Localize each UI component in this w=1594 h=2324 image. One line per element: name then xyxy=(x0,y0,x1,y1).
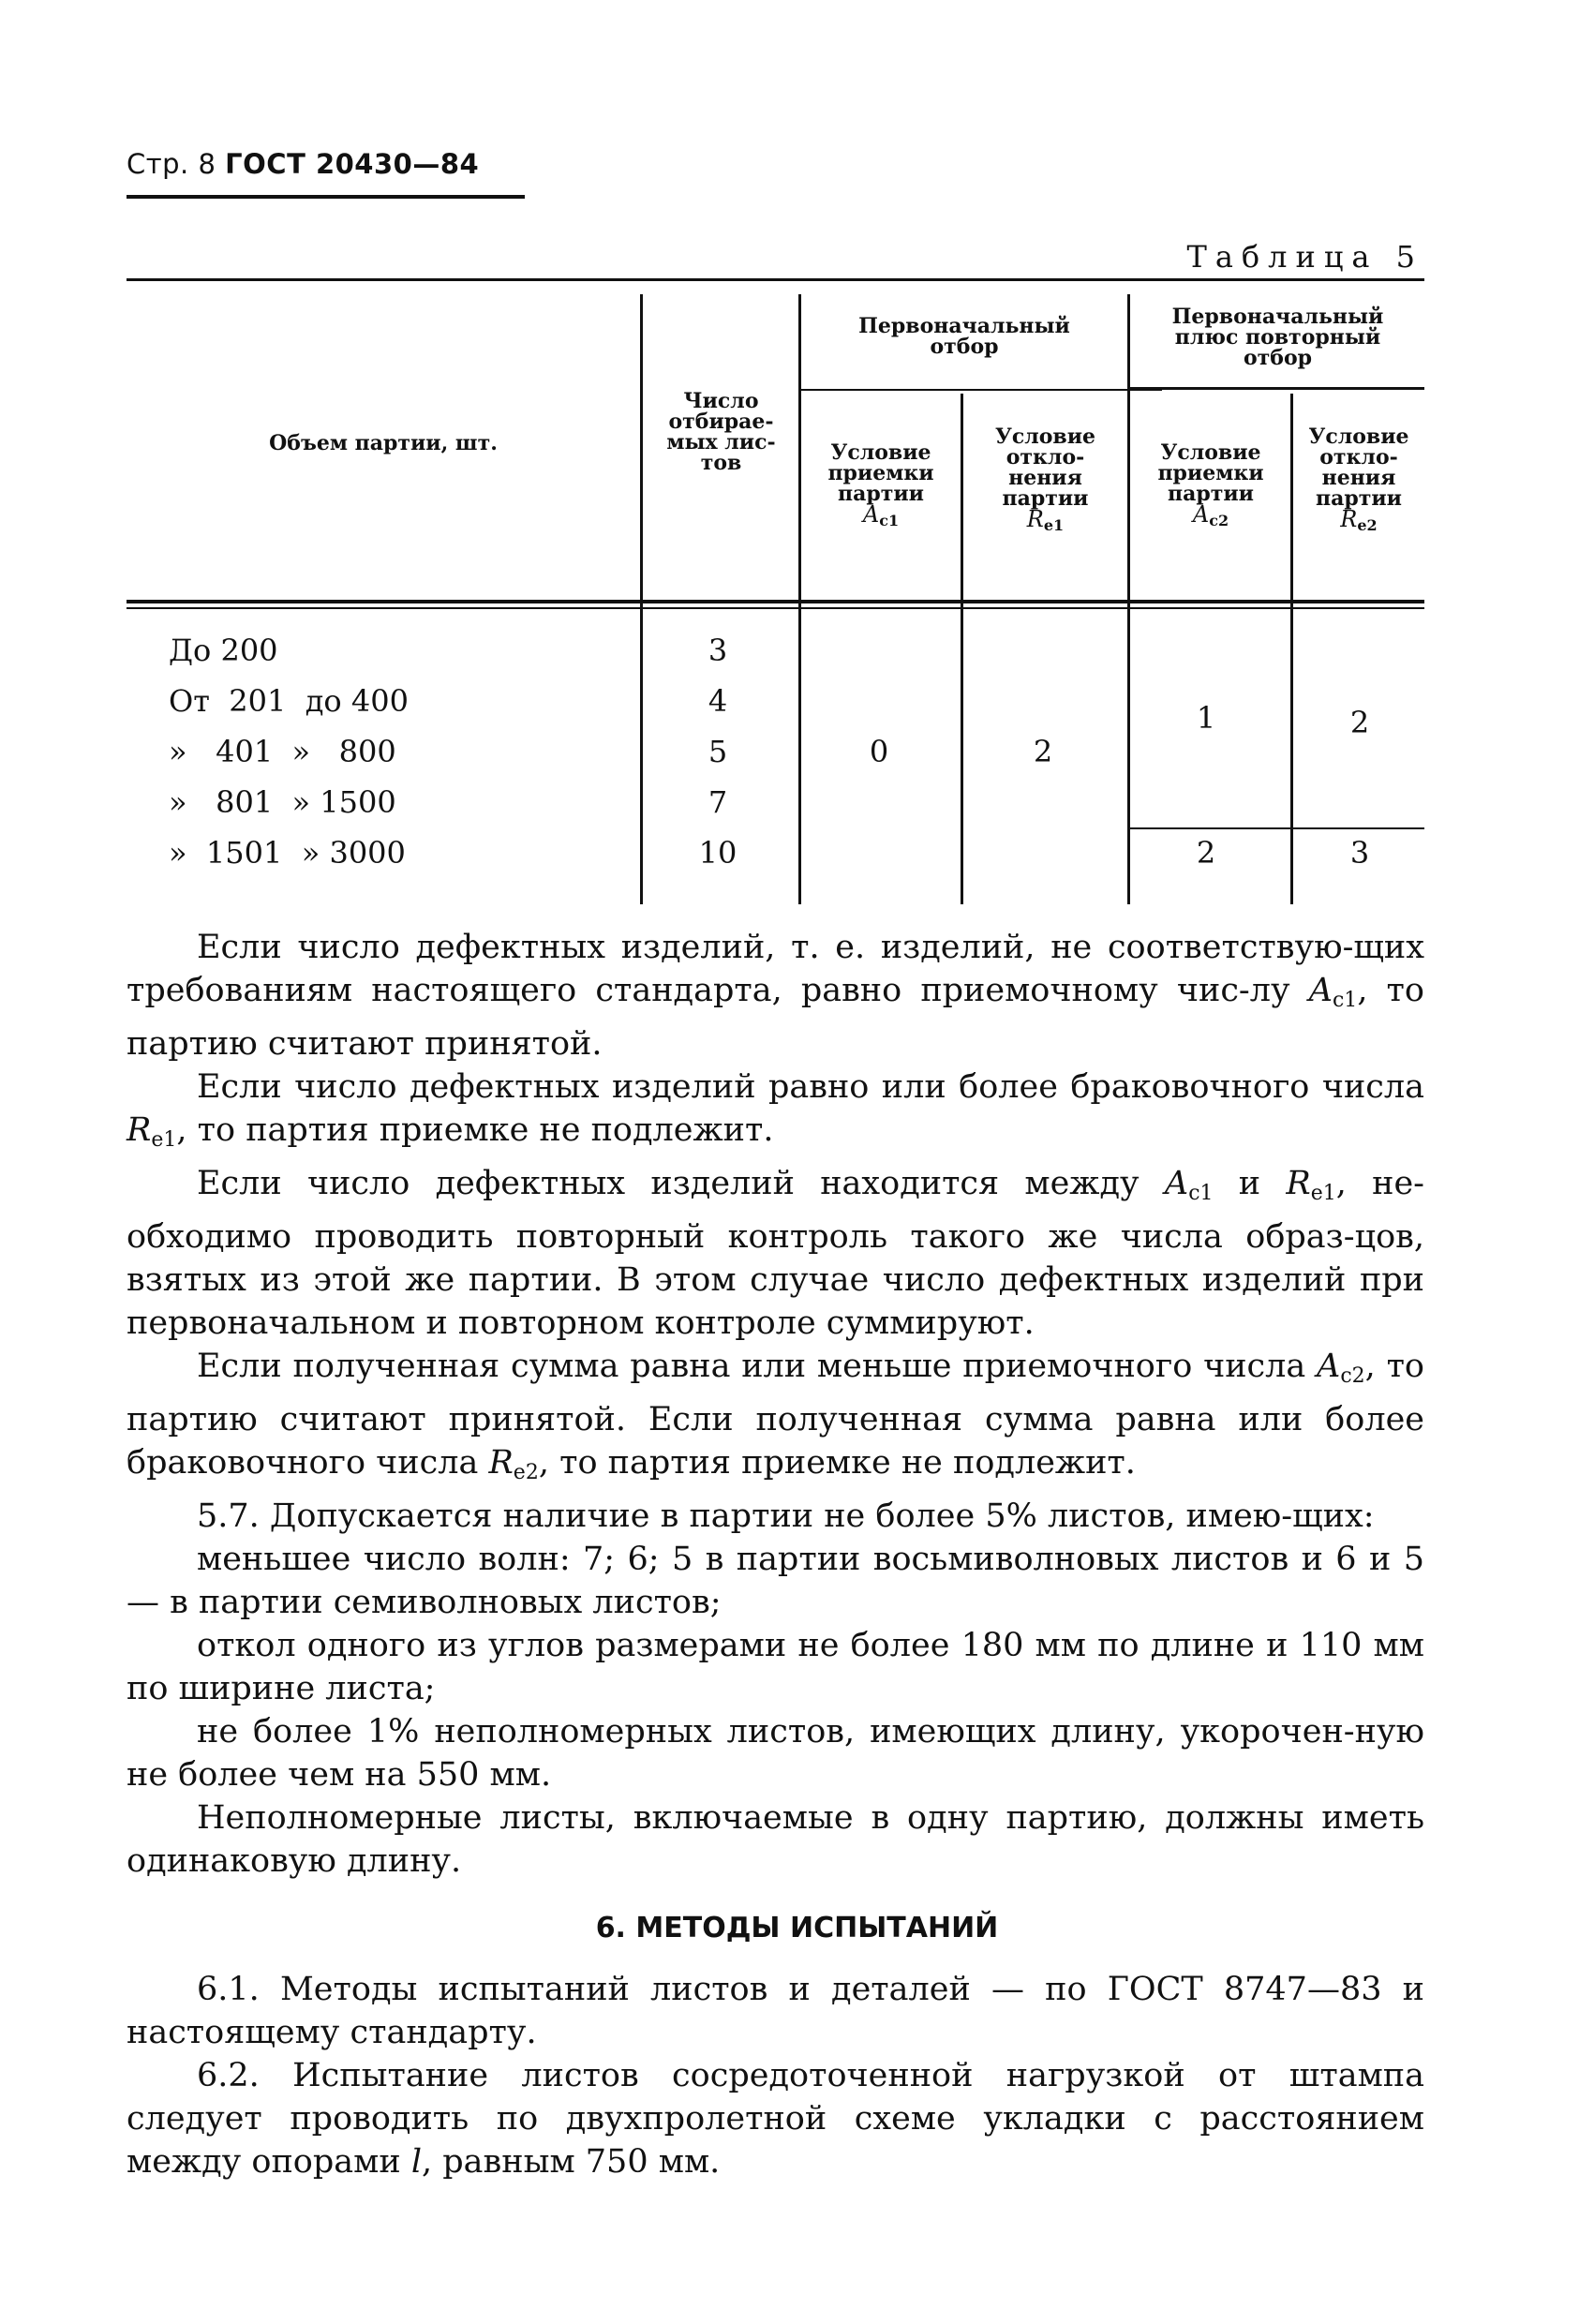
re2-value-upper: 2 xyxy=(1349,705,1370,740)
header-group-initial-plus-repeat: Первоначальный плюс повторный отбор xyxy=(1171,305,1384,370)
paragraph: Если число дефектных изделий находится между Ac1 и Re1, не-обходимо проводить повторный контроль такого же числа образ-цов, взятых из этой же партии. В этом случае число дефектных изделий при первоначальном и повторном контроле суммируют. xyxy=(127,1165,1424,1342)
header-re2: Условие откло- нения партии $R_{e2}$ xyxy=(1308,425,1409,534)
header-ac2: Условие приемки партии $A_{c2}$ xyxy=(1157,440,1264,529)
standard-number: ГОСТ 20430—84 xyxy=(225,148,480,180)
row-label: » 401 » 800 xyxy=(169,734,396,769)
header-rule xyxy=(127,195,525,199)
ac2-value-lower: 2 xyxy=(1196,835,1216,871)
header-re1: Условие откло- нения партии $R_{e1}$ xyxy=(994,425,1096,534)
sheet-count: 3 xyxy=(708,633,728,668)
page-number: Стр. 8 xyxy=(127,148,216,180)
table-top-rule xyxy=(127,278,1424,281)
paragraph: откол одного из углов размерами не более 180 мм по длине и 110 мм по ширине листа; xyxy=(127,1627,1424,1707)
header-lot-size: Объем партии, шт. xyxy=(269,431,498,455)
paragraph: меньшее число волн: 7; 6; 5 в партии восьмиволновых листов и 6 и 5 — в партии семиволновых листов; xyxy=(127,1541,1424,1621)
vline-4 xyxy=(1127,294,1130,904)
row-label: До 200 xyxy=(169,633,278,668)
group1-underline xyxy=(801,389,1162,391)
page-header xyxy=(127,148,479,180)
paragraph: Если полученная сумма равна или меньше приемочного числа Ac2, то партию считают принятой. Если полученная сумма равна или более браковочного числа Re2, то партия приемке не подлежит. xyxy=(127,1348,1425,1484)
header-ac1: Условие приемки партии $A_{c1}$ xyxy=(827,440,934,529)
ac2-value-upper: 1 xyxy=(1196,700,1216,736)
paragraph: Неполномерные листы, включаемые в одну партию, должны иметь одинаковую длину. xyxy=(127,1799,1424,1880)
paragraph: не более 1% неполномерных листов, имеющих длину, укорочен-ную не более чем на 550 мм. xyxy=(127,1713,1424,1794)
sheet-count: 10 xyxy=(698,835,737,871)
re1-value: 2 xyxy=(1033,734,1053,769)
section-title: 6. МЕТОДЫ ИСПЫТАНИЙ xyxy=(595,1912,999,1944)
section-6-text xyxy=(127,1968,1424,2183)
row-label: От 201 до 400 xyxy=(169,683,409,719)
header-group-initial: Первоначальный отбор xyxy=(858,314,1070,359)
acceptance-table xyxy=(127,278,1424,904)
paragraph-6-1: 6.1. Методы испытаний листов и деталей — по ГОСТ 8747—83 и настоящему стандарту. xyxy=(127,1971,1424,2051)
group2-row-divider xyxy=(1129,827,1424,829)
row-label: » 1501 » 3000 xyxy=(169,835,406,871)
table-caption: Таблица 5 xyxy=(1186,239,1423,275)
vline-2 xyxy=(798,294,801,904)
paragraph: Если число дефектных изделий равно или более браковочного числа Re1, то партия приемке не подлежит. xyxy=(127,1068,1424,1152)
group2-underline xyxy=(1129,387,1424,390)
sheet-count: 4 xyxy=(708,683,728,719)
paragraph-6-2: 6.2. Испытание листов сосредоточенной нагрузкой от штампа следует проводить по двухпролетной схеме укладки с расстоянием между опорами l, равным 750 мм. xyxy=(127,2057,1424,2181)
header-bottom-rule xyxy=(127,600,1424,603)
vline-1 xyxy=(640,294,643,904)
body-text xyxy=(127,926,1424,1883)
row-label: » 801 » 1500 xyxy=(169,784,396,820)
ac1-value: 0 xyxy=(869,734,889,769)
paragraph-5-7: 5.7. Допускается наличие в партии не более 5% листов, имею-щих: xyxy=(197,1497,1375,1535)
header-bottom-rule-2 xyxy=(127,607,1424,609)
sheet-count: 5 xyxy=(708,734,728,769)
paragraph: Если число дефектных изделий, т. е. изделий, не соответствую-щих требованиям настоящего стандарта, равно приемочному чис-лу Ac1, то партию считают принятой. xyxy=(127,929,1424,1063)
re2-value-lower: 3 xyxy=(1349,835,1370,871)
sheet-count: 7 xyxy=(708,784,728,820)
header-sheets: Число отбирае- мых лис- тов xyxy=(666,389,776,475)
